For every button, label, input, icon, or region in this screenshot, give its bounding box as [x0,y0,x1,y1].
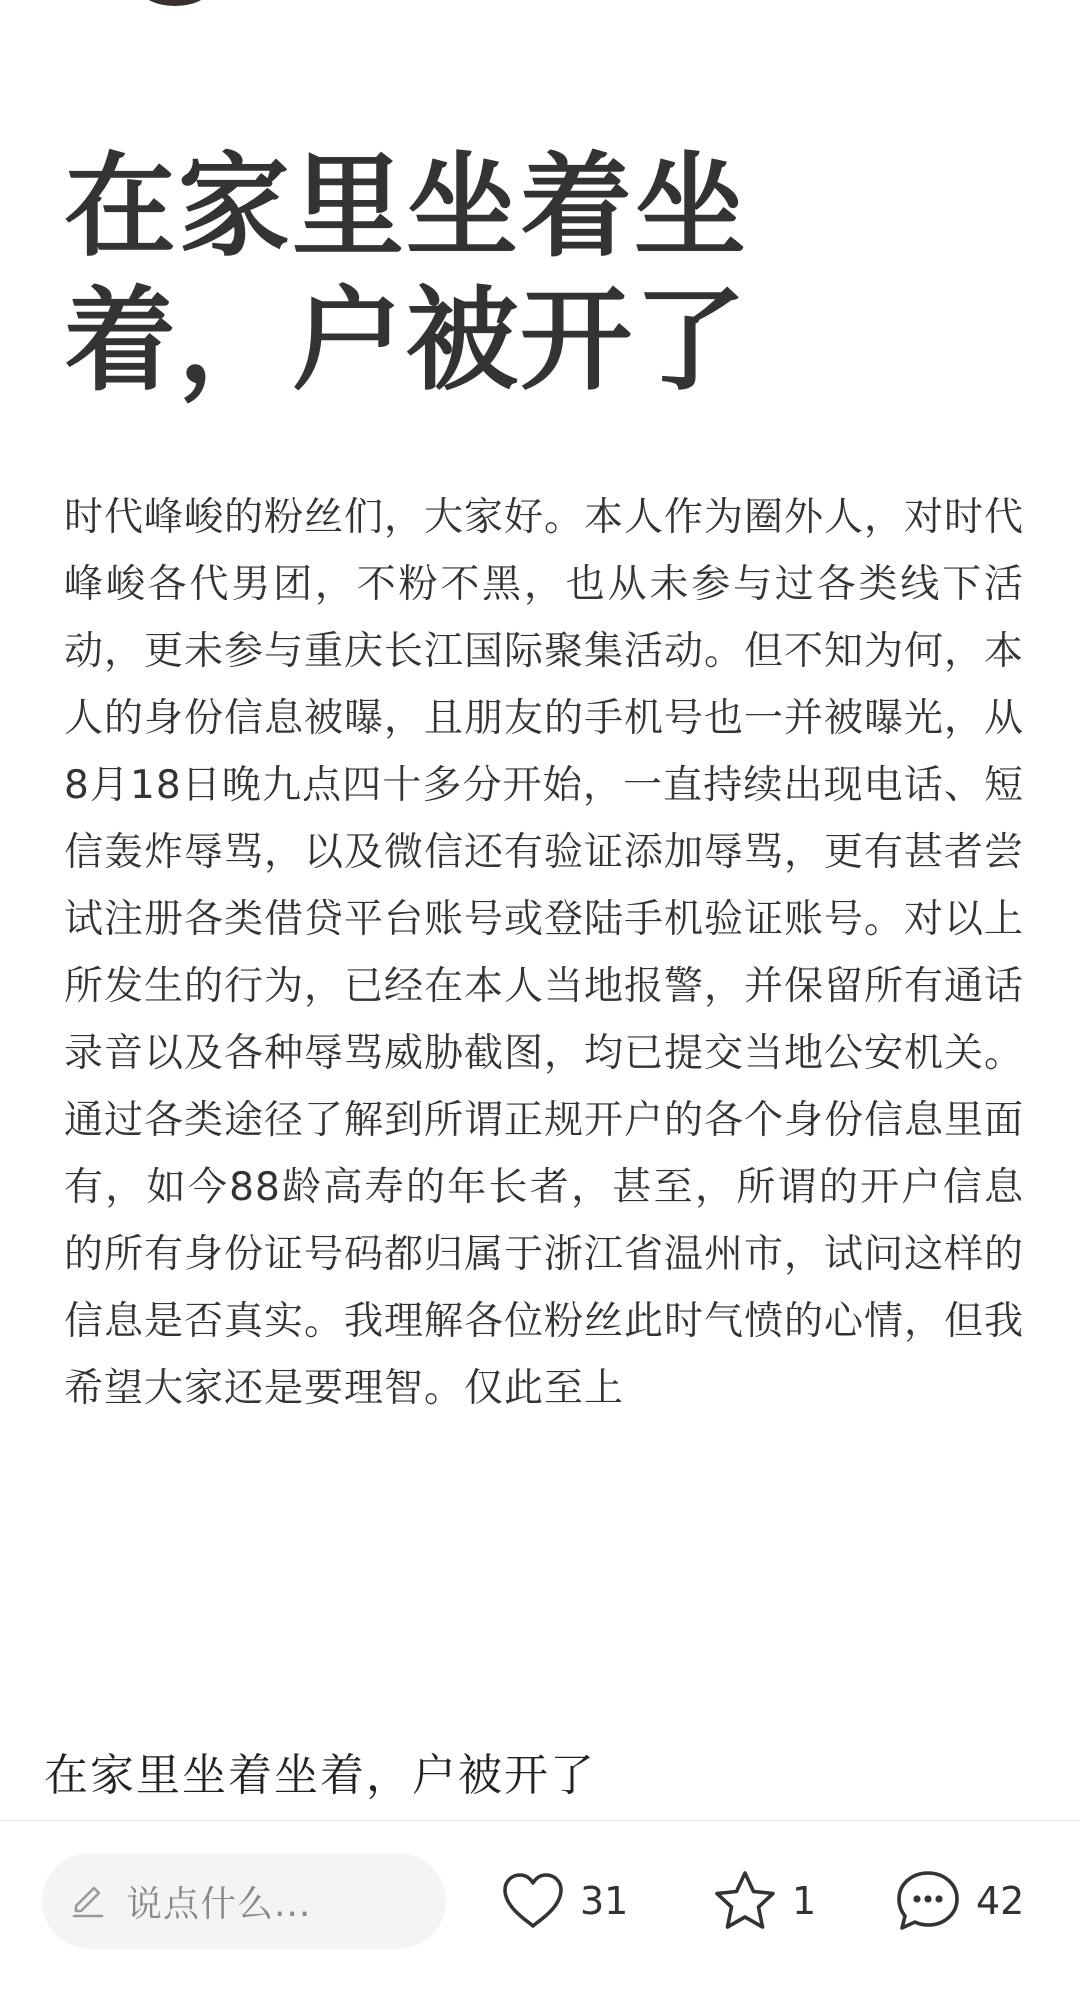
favorite-count: 1 [792,1879,817,1923]
pencil-icon [68,1881,108,1921]
speech-bubble-icon [894,1868,962,1934]
post-body-text: 时代峰峻的粉丝们，大家好。本人作为圈外人，对时代峰峻各代男团，不粉不黑，也从未参与过各类线下活动，更未参与重庆长江国际聚集活动。但不知为何，本人的身份信息被曝，且朋友的手机号也一并被曝光，从8月18日晚九点四十多分开始，一直持续出现电话、短信轰炸辱骂，以及微信还有验证添加辱骂，更有甚者尝试注册各类借贷平台账号或登陆手机验证账号。对以上所发生的行为，已经在本人当地报警，并保留所有通话录音以及各种辱骂威胁截图，均已提交当地公安机关。通过各类途径了解到所谓正规开户的各个身份信息里面有，如今88龄高寿的年长者，甚至，所谓的开户信息的所有身份证号码都归属于浙江省温州市，试问这样的信息是否真实。我理解各位粉丝此时气愤的心情，但我希望大家还是要理智。仅此至上 [64,495,1025,1411]
author-avatar[interactable] [140,0,210,6]
star-icon [712,1869,778,1933]
heart-icon [500,1871,566,1931]
post-title: 在家里坐着坐着，户被开了 [44,1750,596,1801]
bottom-action-bar [0,1820,1080,1996]
post-card-title: 在家里坐着坐着，户被开了 [64,142,748,406]
like-button[interactable] [500,1853,628,1949]
like-count: 31 [580,1879,629,1923]
comment-input[interactable] [42,1853,446,1949]
comment-input-placeholder: 说点什么... [126,1883,312,1925]
comment-button[interactable] [894,1853,1024,1949]
comment-count: 42 [976,1879,1025,1923]
favorite-button[interactable] [712,1853,816,1949]
